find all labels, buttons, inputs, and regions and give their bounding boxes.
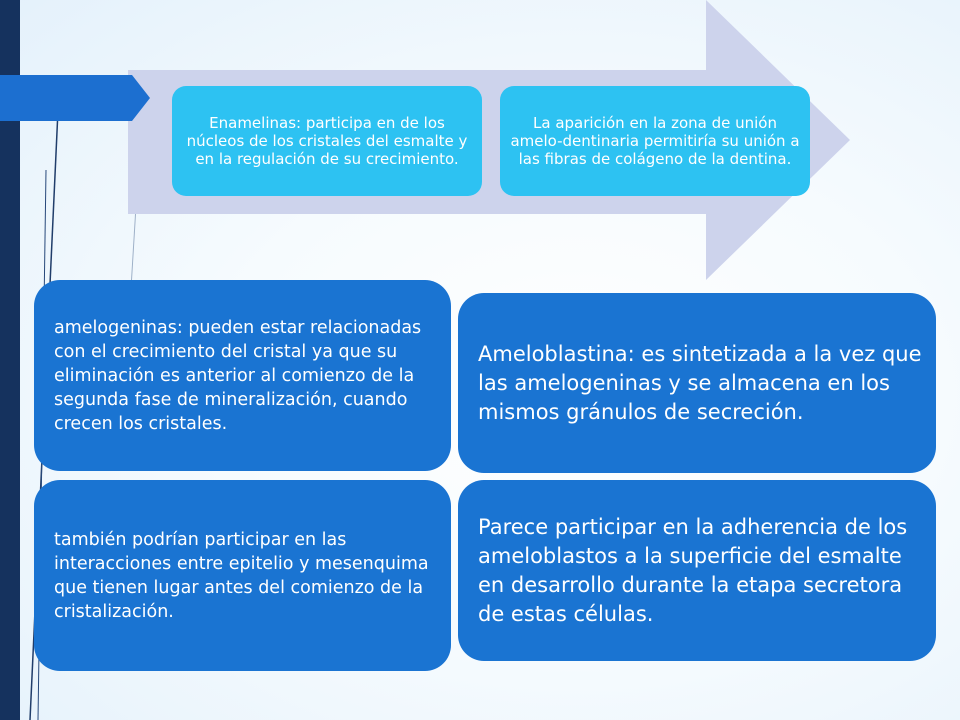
box-adherencia bbox=[458, 480, 936, 661]
box-ameloblastina bbox=[458, 293, 936, 473]
box-text: Ameloblastina: es sintetizada a la vez que las amelogeninas y se almacena en los mismos gránulos de secreción. bbox=[478, 341, 922, 424]
top-box-text: Enamelinas: participa en de los núcleos de los cristales del esmalte y en la regulación de su crecimiento. bbox=[186, 114, 468, 168]
top-box-text: La aparición en la zona de unión amelo-dentinaria permitiría su unión a las fibras de colágeno de la dentina. bbox=[510, 114, 800, 168]
box-interacciones bbox=[34, 480, 451, 671]
box-amelogeninas bbox=[34, 280, 451, 471]
box-text: Parece participar en la adherencia de los ameloblastos a la superficie del esmalte en desarrollo durante la etapa secretora de estas células. bbox=[478, 514, 908, 626]
box-text: amelogeninas: pueden estar relacionadas con el crecimiento del cristal ya que su eliminación es anterior al comienzo de la segunda fase de mineralización, cuando crecen los cristales. bbox=[54, 317, 422, 434]
top-box-union-amelo-dentinaria bbox=[500, 86, 810, 196]
top-box-enamelinas bbox=[172, 86, 482, 196]
left-accent-tab bbox=[0, 75, 132, 121]
box-text: también podrían participar en las interacciones entre epitelio y mesenquima que tienen lugar antes del comienzo de la cristalización. bbox=[54, 529, 429, 622]
